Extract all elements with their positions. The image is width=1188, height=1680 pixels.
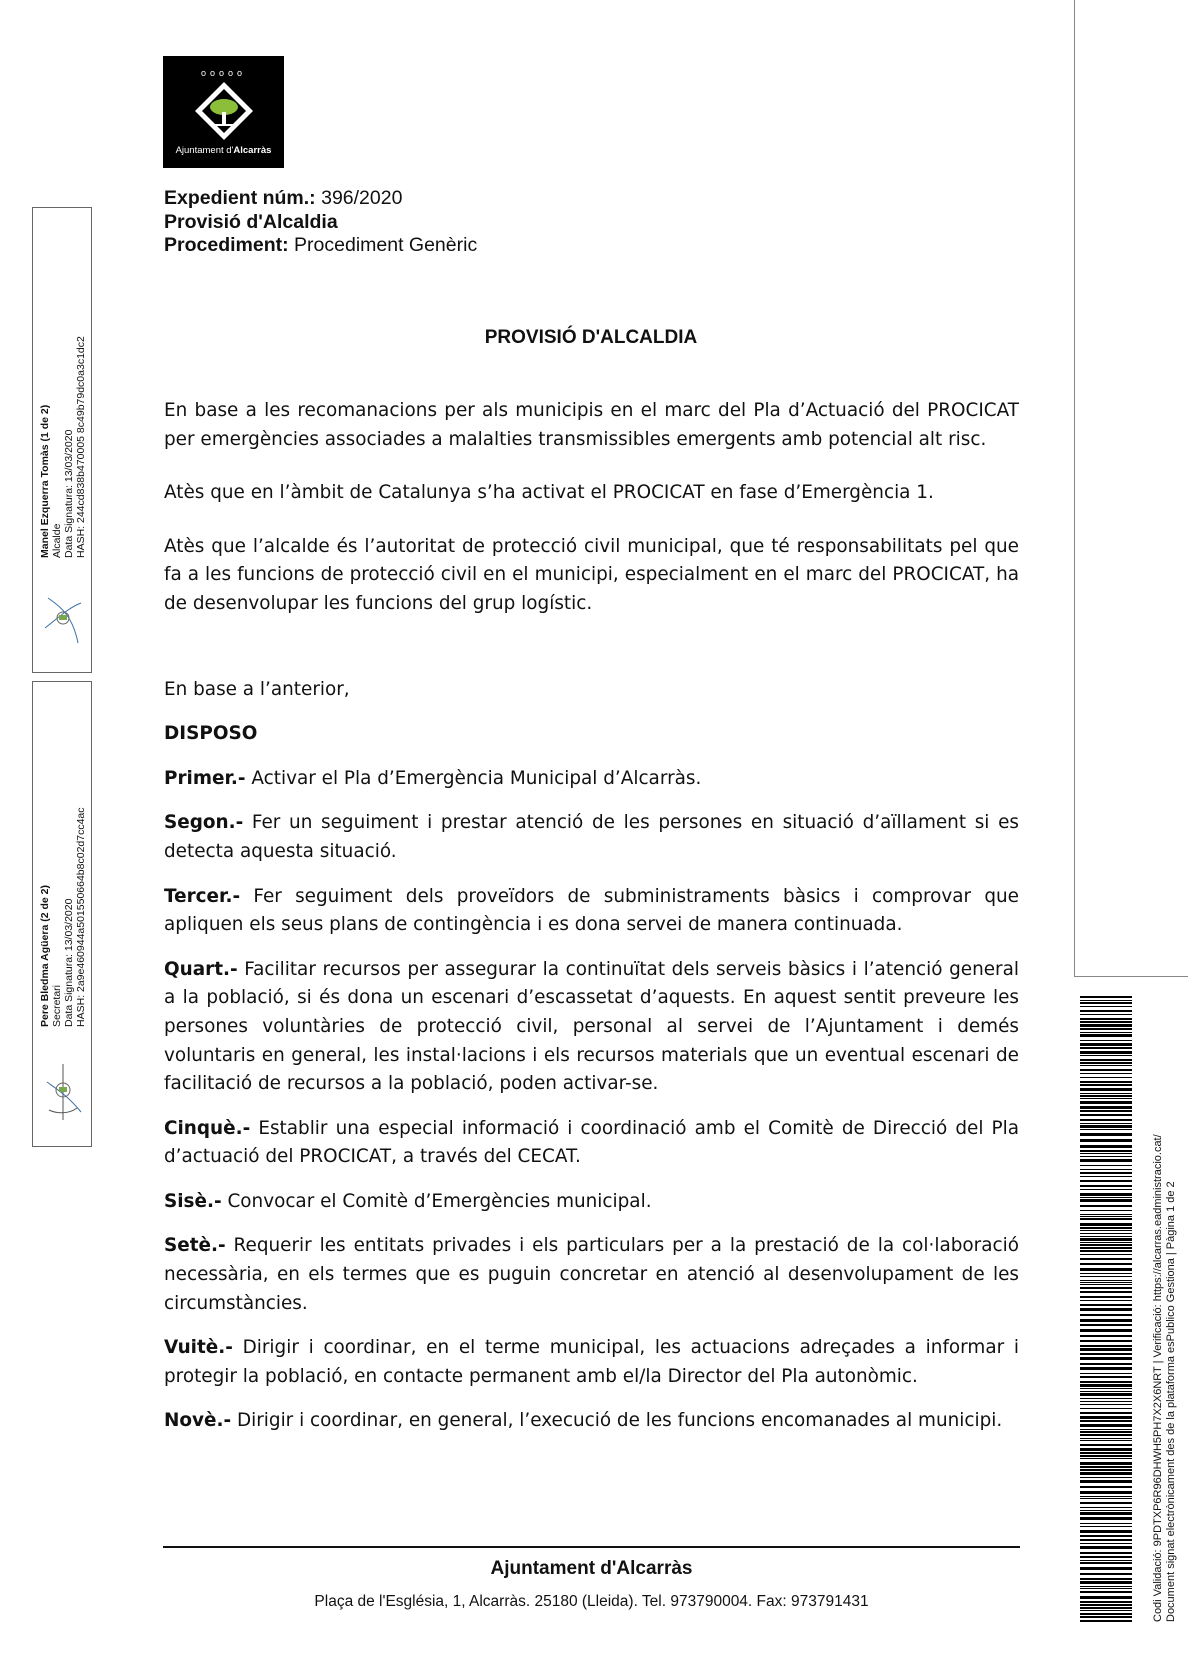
barcode-bar — [1080, 1502, 1132, 1504]
barcode-bar — [1080, 1448, 1132, 1451]
barcode-bar — [1080, 1180, 1132, 1182]
barcode-bar — [1080, 1539, 1132, 1541]
barcode-bar — [1080, 1189, 1132, 1190]
barcode-bar — [1080, 1319, 1132, 1322]
barcode-bar — [1080, 1172, 1132, 1174]
barcode-bar — [1080, 1165, 1132, 1166]
margin-rule-horizontal — [1074, 976, 1188, 977]
barcode-bar — [1080, 1416, 1132, 1419]
barcode-bar — [1080, 1408, 1132, 1409]
document-title: PROVISIÓ D'ALCALDIA — [484, 327, 698, 348]
barcode-bar — [1080, 1021, 1132, 1023]
barcode-bar — [1080, 1329, 1132, 1332]
barcode-bar — [1080, 1573, 1132, 1575]
barcode-bar — [1080, 1523, 1132, 1524]
disposo-heading: DISPOSO — [164, 723, 258, 745]
barcode-bar — [1080, 1119, 1132, 1121]
document-body — [164, 397, 1019, 1436]
barcode-bar — [1080, 1268, 1132, 1271]
barcode-bar — [1080, 1069, 1132, 1071]
footer-organization: Ajuntament d'Alcarràs — [490, 1558, 693, 1579]
barcode-bar — [1080, 1567, 1132, 1570]
barcode-bar — [1080, 1556, 1132, 1558]
barcode-bar — [1080, 1101, 1132, 1104]
signature-hash: HASH: 244cd838b470005 8c49b79dc0a3c1dc2 — [75, 336, 87, 558]
barcode-bar — [1080, 1496, 1132, 1497]
barcode-bar — [1080, 1073, 1132, 1074]
barcode-bar — [1080, 1604, 1132, 1606]
barcode-bar — [1080, 1287, 1132, 1289]
barcode-bar — [1080, 1034, 1132, 1037]
barcode-bar — [1080, 1438, 1132, 1439]
barcode-bar — [1080, 1205, 1132, 1207]
barcode-bar — [1080, 1238, 1132, 1241]
barcode-bar — [1080, 1247, 1132, 1249]
barcode-bar — [1080, 1340, 1132, 1342]
barcode-bar — [1080, 1440, 1132, 1441]
barcode-bar — [1080, 1466, 1132, 1468]
list-item: Sisè.- Convocar el Comitè d’Emergències municipal. — [164, 1190, 652, 1212]
barcode-bar — [1080, 1093, 1132, 1094]
barcode-bar — [1080, 1199, 1132, 1202]
logo-emblem-icon — [193, 80, 255, 142]
barcode-bar — [1080, 1376, 1132, 1378]
barcode-bar — [1080, 1512, 1132, 1515]
barcode-bar — [1080, 1578, 1132, 1580]
barcode-bar — [1080, 1185, 1132, 1187]
margin-rule-vertical — [1074, 0, 1075, 976]
barcode-bar — [1080, 1434, 1132, 1436]
barcode-bar — [1080, 1216, 1132, 1217]
paragraph: Atès que en l’àmbit de Catalunya s’ha activat el PROCICAT en fase d’Emergència 1. — [164, 482, 934, 504]
barcode-bar — [1080, 1106, 1132, 1109]
barcode-bar — [1080, 1384, 1132, 1387]
barcode-bar — [1080, 1065, 1132, 1066]
barcode-bar — [1080, 1455, 1132, 1457]
barcode-bar — [1080, 1530, 1132, 1533]
barcode-bar — [1080, 1546, 1132, 1549]
barcode-bar — [1080, 1129, 1132, 1130]
barcode-bar — [1080, 1236, 1132, 1237]
barcode-bar — [1080, 1620, 1132, 1622]
barcode-bar — [1080, 1000, 1132, 1001]
barcode-bar — [1080, 1444, 1132, 1446]
barcode-bar — [1080, 1024, 1132, 1027]
signer-name: Pere Bledma Agüera (2 de 2) — [39, 885, 51, 1027]
barcode-bar — [1080, 1391, 1132, 1392]
document-header — [164, 187, 477, 258]
barcode-bar — [1080, 1424, 1132, 1427]
barcode-bar — [1080, 1084, 1132, 1086]
barcode-bar — [1080, 1498, 1132, 1499]
barcode-bar — [1080, 1051, 1132, 1054]
signer-role: Alcalde — [51, 523, 63, 558]
signer-role: Secretari — [51, 984, 63, 1027]
list-item: Tercer.- Fer seguiment dels proveïdors de subministraments bàsics i comprovar que apliquen els seus plans de contingència i es dona servei de manera continuada. — [164, 885, 1019, 936]
signature-box-2 — [32, 681, 92, 1147]
barcode-bar — [1080, 1507, 1132, 1508]
barcode-bar — [1080, 1193, 1132, 1196]
procediment-line: Procediment: Procediment Genèric — [164, 234, 478, 256]
barcode-bar — [1080, 1581, 1132, 1584]
barcode-bar — [1080, 1088, 1132, 1091]
barcode-bar — [1080, 1452, 1132, 1454]
provisio-line: Provisió d'Alcaldia — [164, 210, 338, 233]
barcode-bar — [1080, 1284, 1132, 1285]
list-item: Setè.- Requerir les entitats privades i els particulars per a la prestació de la col·laboració necessària, en els termes que es puguin concretar en atenció al desenvolupament de les circumstàncies. — [164, 1235, 1019, 1314]
barcode-bar — [1080, 1429, 1132, 1430]
barcode-bar — [1080, 1480, 1132, 1483]
barcode-bar — [1080, 1388, 1132, 1389]
barcode-bar — [1080, 1381, 1132, 1383]
barcode-bar — [1080, 1588, 1132, 1589]
validation-barcode — [1080, 996, 1132, 1623]
barcode-bar — [1080, 1560, 1132, 1561]
barcode-bar — [1080, 1601, 1132, 1603]
barcode-bar — [1080, 1040, 1132, 1041]
barcode-bar — [1080, 1133, 1132, 1136]
barcode-bar — [1080, 1227, 1132, 1229]
barcode-bar — [1080, 1197, 1132, 1198]
validation-text — [1152, 1134, 1178, 1622]
barcode-bar — [1080, 1250, 1132, 1252]
expedient-line: Expedient núm.: 396/2020 — [164, 187, 403, 209]
barcode-bar — [1080, 1296, 1132, 1298]
barcode-bar — [1080, 1263, 1132, 1265]
barcode-bar — [1080, 1280, 1132, 1281]
barcode-bar — [1080, 1233, 1132, 1234]
barcode-bar — [1080, 1014, 1132, 1015]
barcode-bar — [1080, 1002, 1132, 1004]
barcode-bar — [1080, 1176, 1132, 1177]
validation-line-1: Codi Validació: 9PDTXP6R96DHWH5PH7X2X6NRT | Verificació: https://alcarras.eadministracio.cat/ — [1152, 1134, 1164, 1622]
signature-date: Data Signatura: 13/03/2020 — [63, 429, 75, 558]
barcode-bar — [1080, 1469, 1132, 1471]
barcode-bar — [1080, 1300, 1132, 1301]
logo-crown-dots: ooooo — [200, 68, 247, 78]
barcode-bar — [1080, 1055, 1132, 1056]
barcode-bar — [1080, 1169, 1132, 1170]
barcode-bar — [1080, 1510, 1132, 1511]
barcode-bar — [1080, 1145, 1132, 1148]
barcode-bar — [1080, 1043, 1132, 1046]
barcode-bar — [1080, 1230, 1132, 1231]
barcode-bar — [1080, 1607, 1132, 1609]
barcode-bar — [1080, 1613, 1132, 1615]
barcode-bar — [1080, 1477, 1132, 1478]
barcode-bar — [1080, 1308, 1132, 1311]
list-item: Quart.- Facilitar recursos per assegurar la continuïtat dels serveis bàsics i l’atenció general a la població, si és dona un escenari d’escassetat d’aquests. En aquest sentit preveure les persones voluntàries de protecció civil, personal al servei de l’Ajuntament i demés voluntaris en general, les instal·lacions i els recursos materials que un eventual escenari de facilitació de recursos a la població, poden activar-se. — [164, 958, 1019, 1095]
barcode-bar — [1080, 1526, 1132, 1527]
signature-stamp-icon — [43, 1062, 83, 1122]
barcode-bar — [1080, 1110, 1132, 1112]
list-item: Primer.- Activar el Pla d’Emergència Municipal d’Alcarràs. — [164, 767, 702, 789]
barcode-bar — [1080, 1393, 1132, 1396]
municipality-logo — [163, 56, 284, 168]
barcode-bar — [1080, 1244, 1132, 1246]
barcode-bar — [1080, 1242, 1132, 1243]
signer-name: Manel Ezquerra Tomàs (1 de 2) — [39, 404, 51, 558]
barcode-bar — [1080, 1610, 1132, 1611]
barcode-bar — [1080, 1398, 1132, 1399]
barcode-bar — [1080, 1006, 1132, 1007]
list-item: Vuitè.- Dirigir i coordinar, en el terme municipal, les actuacions adreçades a informar i protegir la població, en contacte permanent amb el/la Director del Pla autonòmic. — [164, 1337, 1019, 1387]
barcode-bar — [1080, 1462, 1132, 1465]
logo-label: Ajuntament d'Alcarràs — [175, 145, 272, 156]
barcode-bar — [1080, 1412, 1132, 1414]
footer-address: Plaça de l'Església, 1, Alcarràs. 25180 (Lleida). Tel. 973790004. Fax: 973791431 — [314, 1593, 869, 1610]
list-item: Segon.- Fer un seguiment i prestar atenció de les persones en situació d’aïllament si es detecta aquesta situació. — [164, 812, 1019, 862]
validation-line-2: Document signat electrònicament des de la plataforma esPublico Gestiona | Pàgina 1 de 2 — [1165, 1181, 1177, 1622]
barcode-bar — [1080, 1282, 1132, 1283]
signature-hash: HASH: 2a9e460944a501550664b8c02d7cc4ac — [75, 807, 87, 1027]
barcode-bar — [1080, 1591, 1132, 1593]
barcode-bar — [1080, 1139, 1132, 1142]
list-item: Cinquè.- Establir una especial informació i coordinació amb el Comitè de Direcció del Pla d’actuació del PROCICAT, a través del CECAT. — [164, 1117, 1019, 1168]
barcode-bar — [1080, 1114, 1132, 1116]
barcode-bar — [1080, 1159, 1132, 1162]
signature-box-1 — [32, 207, 92, 673]
barcode-bar — [1080, 1010, 1132, 1012]
barcode-bar — [1080, 1472, 1132, 1475]
barcode-bar — [1080, 1616, 1132, 1618]
barcode-bar — [1080, 1517, 1132, 1520]
barcode-bar — [1080, 1363, 1132, 1365]
barcode-bar — [1080, 1210, 1132, 1211]
barcode-bar — [1080, 1077, 1132, 1078]
barcode-bar — [1080, 1098, 1132, 1099]
barcode-bar — [1080, 1081, 1132, 1083]
barcode-bar — [1080, 1404, 1132, 1405]
barcode-bar — [1080, 1218, 1132, 1220]
barcode-bar — [1080, 1324, 1132, 1326]
barcode-bar — [1080, 1348, 1132, 1351]
barcode-bar — [1080, 1367, 1132, 1370]
barcode-bar — [1080, 1373, 1132, 1374]
barcode-bar — [1080, 1062, 1132, 1064]
barcode-bar — [1080, 1335, 1132, 1337]
barcode-bar — [1080, 1486, 1132, 1488]
barcode-bar — [1080, 1150, 1132, 1152]
list-item: Novè.- Dirigir i coordinar, en general, l’execució de les funcions encomanades al municipi. — [164, 1410, 1003, 1432]
barcode-bar — [1080, 1458, 1132, 1459]
barcode-bar — [1080, 1586, 1132, 1587]
barcode-bar — [1080, 1156, 1132, 1157]
barcode-bar — [1080, 1535, 1132, 1537]
barcode-bar — [1080, 1214, 1132, 1215]
barcode-bar — [1080, 1420, 1132, 1422]
barcode-bar — [1080, 1353, 1132, 1355]
barcode-bar — [1080, 1562, 1132, 1564]
barcode-bar — [1080, 1291, 1132, 1293]
barcode-bar — [1080, 1431, 1132, 1433]
intro-line: En base a l’anterior, — [164, 678, 350, 700]
signature-date: Data Signatura: 13/03/2020 — [63, 898, 75, 1027]
barcode-bar — [1080, 1095, 1132, 1097]
barcode-bar — [1080, 1125, 1132, 1128]
barcode-bar — [1080, 1032, 1132, 1033]
barcode-bar — [1080, 1047, 1132, 1049]
barcode-bar — [1080, 1491, 1132, 1494]
barcode-bar — [1080, 1596, 1132, 1599]
barcode-bar — [1080, 1304, 1132, 1306]
barcode-bar — [1080, 1153, 1132, 1154]
paragraph: Atès que l’alcalde és l’autoritat de protecció civil municipal, que té responsabilitats pel que fa a les funcions de protecció civil en el municipi, especialment en el marc del PROCICAT, ha de desenvolupar les funcions del grup logístic. — [164, 535, 1019, 614]
paragraph: En base a les recomanacions per als municipis en el marc del Pla d’Actuació del PROCICAT per emergències associades a malalties transmissibles emergents amb potencial alt risc. — [164, 400, 1019, 450]
barcode-bar — [1080, 1357, 1132, 1360]
barcode-bar — [1080, 1254, 1132, 1255]
barcode-bar — [1080, 996, 1132, 998]
barcode-bar — [1080, 1059, 1132, 1061]
barcode-bar — [1080, 1345, 1132, 1347]
signature-stamp-icon — [43, 588, 83, 648]
barcode-bar — [1080, 1273, 1132, 1274]
barcode-bar — [1080, 1018, 1132, 1020]
barcode-bar — [1080, 1028, 1132, 1030]
barcode-bar — [1080, 1543, 1132, 1544]
barcode-bar — [1080, 1401, 1132, 1402]
barcode-bar — [1080, 1276, 1132, 1277]
barcode-bar — [1080, 1314, 1132, 1316]
barcode-bar — [1080, 1123, 1132, 1124]
barcode-bar — [1080, 1223, 1132, 1226]
barcode-bar — [1080, 1552, 1132, 1554]
barcode-bar — [1080, 1258, 1132, 1260]
footer-divider — [163, 1546, 1020, 1548]
